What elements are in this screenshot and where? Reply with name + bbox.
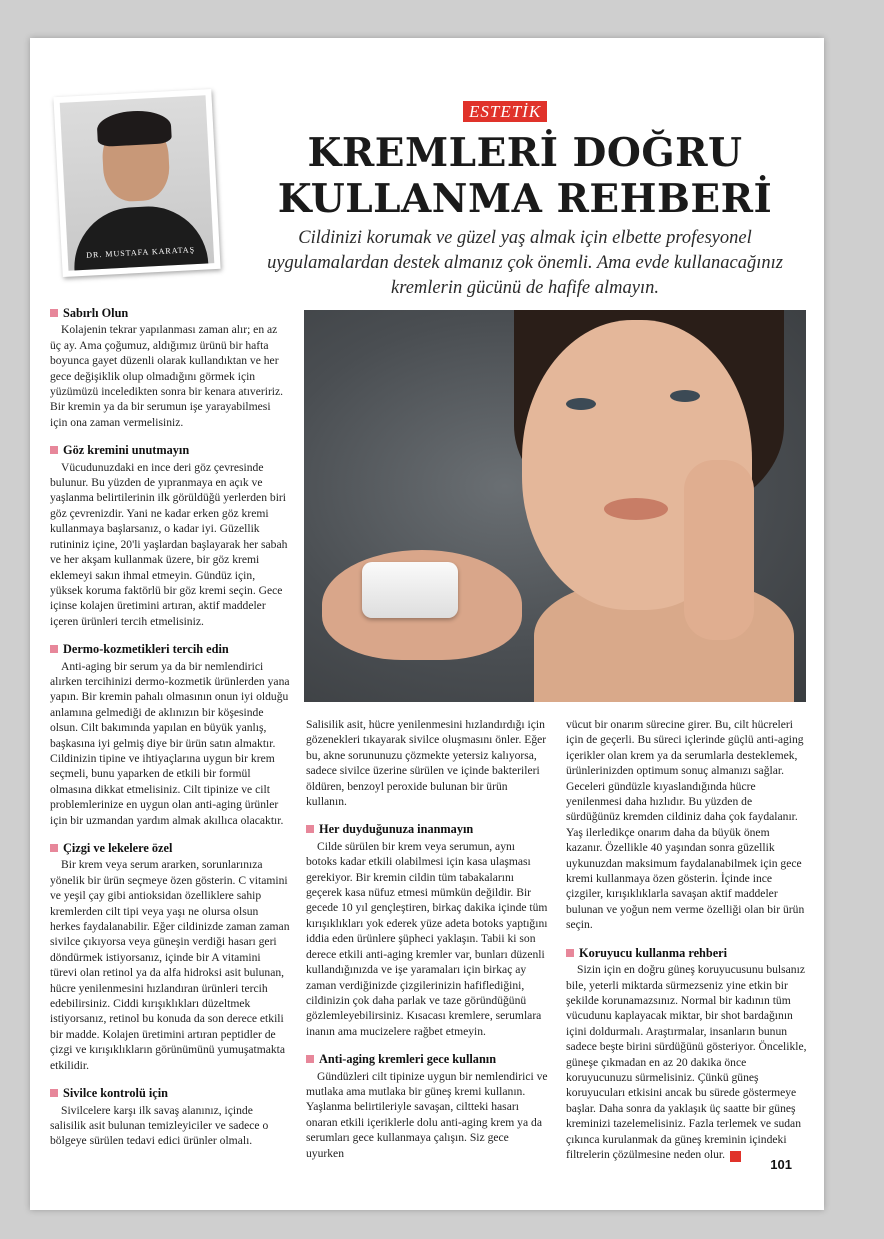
- section-text: Anti-aging bir serum ya da bir nemlendirici alırken tercihinizi dermo-kozmetik ürünlerden yana yapın. Bir kremin pahalı olmasının onun iyi olduğu anlamına gelmediği de aklınızın bir köşesinde olsun. Cilt bakımında yapılan en büyük yanlış, başkasına iyi gelmiş diye bir ürün satın almaktır. Cildinizin tipine ve ihtiyaçlarına uygun bir krem seçmeli, bunu yaparken de etkili bir formül olmasına dikkat etmelisiniz. Cilt tipinize ve cilt problemlerinize en uygun olan anti-aging ürünler için bir uzmandan yardım almak akıllıca olacaktır.: [50, 659, 290, 827]
- pink-square-icon: [50, 1089, 58, 1097]
- section-text-continued: Salisilik asit, hücre yenilenmesini hızlandırdığı için gözenekleri tıkayarak sivilce oluşmasını önler. Eğer bu, akne sorununuzu çözmekte yetersiz kalıyorsa, sadece sivilce üzerine sürülen ve içinde bakterileri öldüren, benzoyl peroxide bulunan bir ürün kullanın.: [306, 718, 547, 809]
- end-mark-icon: H: [730, 1151, 741, 1162]
- hero-eye-left: [566, 398, 596, 410]
- section-heading: Anti-aging kremleri gece kullanın: [306, 1052, 548, 1067]
- pink-square-icon: [50, 309, 58, 317]
- pink-square-icon: [50, 645, 58, 653]
- section-text-continued: vücut bir onarım sürecine girer. Bu, cilt hücreleri için de geçerli. Bu süreci içlerinde güçlü anti-aging içerikler olan krem ya da serumlarla desteklemek, ürünlerinizden optimum sonuç almanızı sağlar. Geceleri gündüzle kıyaslandığında hücre yenilenmesi daha hızlıdır. Bu yüzden de sürdüğünüz kremden cildiniz daha çok faydalanır. Yaş ilerledikçe onarım daha da büyük önem kazanır. Özellikle 40 yaşından sonra güzellik uykunuzdan maksimum faydalanabilmek için gece kremi kullanmaya özen gösterin. İçinde ince çizgiler, kırışıklıklarla savaşan aktif maddeler bulunan ve yoğun nem verme özelliği olan bir ürün seçin.: [566, 718, 805, 932]
- section-text: Vücudunuzdaki en ince deri göz çevresinde bulunur. Bu yüzden de yıpranmaya en açık ve yaşlanma belirtilerinin ilk görüldüğü yerlerden biri göz çevrenizdir. Yani ne kadar erken göz kremi kullanmaya başlarsanız, o kadar iyi. Güzellik rutininiz içine, 20'li yaşlardan başlayarak her sabah ve her akşam kullanmak üzere, bir göz kremi eklemeyi sakın ihmal etmeyin. Gündüz için, yüksek koruma faktörlü bir göz kremi seçin. Gece içinse kolajen üretimini artıran, aktif maddeler içeren ürünleri tercih etmelisiniz.: [50, 460, 288, 628]
- section-heading: Koruyucu kullanma rehberi: [566, 946, 808, 961]
- pink-square-icon: [306, 1055, 314, 1063]
- pink-square-icon: [50, 844, 58, 852]
- author-portrait: [60, 95, 215, 270]
- hero-image: [304, 310, 806, 702]
- hero-finger-hand: [684, 460, 754, 640]
- pink-square-icon: [50, 446, 58, 454]
- pink-square-icon: [566, 949, 574, 957]
- column-2: [306, 717, 548, 1161]
- section-heading: Sabırlı Olun: [50, 306, 290, 321]
- page-number: 101: [770, 1157, 792, 1172]
- author-caption: DR. MUSTAFA KARATAŞ: [86, 245, 196, 260]
- author-photo: [53, 89, 220, 277]
- section-heading: Her duyduğunuza inanmayın: [306, 822, 548, 837]
- section-text: Gündüzleri cilt tipinize uygun bir nemlendirici ve mutlaka ama mutlaka bir güneş kremi kullanın. Yaşlanma belirtileriyle savaşan, ciltteki hasarı onaran etkili içeriklerle dolu anti-aging krem ya da serumları gece kullanmaya çalışın. Siz gece uyurken: [306, 1069, 548, 1160]
- author-hair: [96, 109, 172, 147]
- hero-lips: [604, 498, 668, 520]
- section-heading: Dermo-kozmetikleri tercih edin: [50, 642, 290, 657]
- section-text: Sizin için en doğru güneş koruyucusunu bulsanız bile, yeterli miktarda sürmezseniz yine etkin bir şekilde korunamazsınız. Normal bir kadının tüm vücudunu kaplayacak miktar, bir shot bardağının içini doldurmalı. Araştırmalar, insanların bunun sadece beşte birini sürdüğünü gösteriyor. Öncelikle, güneşe çıkmadan en az 20 dakika önce koruyucunuzu sürmelisiniz. Çünkü güneş koruyucuları etkisini ancak bu sürede göstermeye başlar. Daha sonra da yaklaşık üç saatte bir güneş kreminizi tazelemelisiniz. Fazla terlemek ve sudan çıkınca kurulanmak da güneş kreminin içindeki filtrelerin çözülmesine neden olur. H: [566, 963, 807, 1162]
- column-1: [50, 306, 290, 1149]
- section-heading: Sivilce kontrolü için: [50, 1086, 290, 1101]
- article-title: KREMLERİ DOĞRU KULLANMA REHBERİ: [277, 130, 773, 222]
- section-heading: Çizgi ve lekelere özel: [50, 841, 290, 856]
- section-text: Bir krem veya serum ararken, sorunlarınıza yönelik bir ürün seçmeye özen gösterin. C vitamini ve yeşil çay gibi antioksidan özelliklere sahip kremlerden cilt tipi veya yaşı ne olursa olsun herkes faydalanabilir. Eğer cildinizde zaman zaman sivilce çıkıyorsa veya güneşin verdiği hasarı geri döndürmek istiyorsanız, içinde bir A vitamini türevi olan retinol ya da alfa hidroksi asit bulunan, hücre yenilenmesini hızlandıran ürünleri tercih edebilirsiniz. Ciddi kırışıklıkları düzeltmek istiyorsanız, retinol bu konuda da son derece etkili bir madde. Kolajen üretimini artıran peptidler de çizgi ve kırışıklıkların görünümünü yumuşatmakta etkilidir.: [50, 858, 290, 1072]
- section-text: Kolajenin tekrar yapılanması zaman alır; en az üç ay. Ama çoğumuz, aldığımız ürünü bir hafta boyunca gayet düzenli olarak kullandıktan ve her gece değişiklik olup olmadığını görmek için yüzümüzü inceledikten sonra bir kenara atıveririz. Bir kremin ya da bir serumun işe yarayabilmesi için ona zaman vermelisiniz.: [50, 323, 284, 429]
- cream-jar: [362, 562, 458, 618]
- column-3: [566, 717, 808, 1162]
- hero-eye-right: [670, 390, 700, 402]
- section-tag: ESTETİK: [463, 101, 547, 122]
- author-shirt: [71, 203, 208, 270]
- section-text: Sivilcelere karşı ilk savaş alanınız, içinde salisilik asit bulunan temizleyiciler ve sadece o bölgeye sürülen tedavi edici ürünler olmalı.: [50, 1103, 269, 1148]
- section-text: Cilde sürülen bir krem veya serumun, aynı botoks kadar etkili olabilmesi için kasa ulaşması gerekiyor. Bir kremin cildin tüm tabakalarını geçerek kasa nüfuz etmesi mümkün değildir. Bir gecede 10 yıl gençleştiren, birkaç dakika içinde tüm kırışıklıkları yok ederek yüze adeta botoks yaptığını iddia eden ürünlere şüpheci yaklaşın. Tabii ki son derece etkili anti-aging kremler var, bunları düzenli kullandığınızda ve işe yaramaları için birkaç ay zaman verdiğinizde çizgilerinizin hafiflediğini, cildinizin çok daha parlak ve taze göründüğünü gözlemleyebilirsiniz. Kısacası kremlere, serumlara inanın ama mucizelere rağbet etmeyin.: [306, 839, 548, 1038]
- section-heading: Göz kremini unutmayın: [50, 443, 290, 458]
- pink-square-icon: [306, 825, 314, 833]
- article-subtitle: Cildinizi korumak ve güzel yaş almak için elbette profesyonel uygulamalardan destek almanız çok önemli. Ama evde kullanacağınız kremlerin gücünü de hafife almayın.: [267, 228, 783, 298]
